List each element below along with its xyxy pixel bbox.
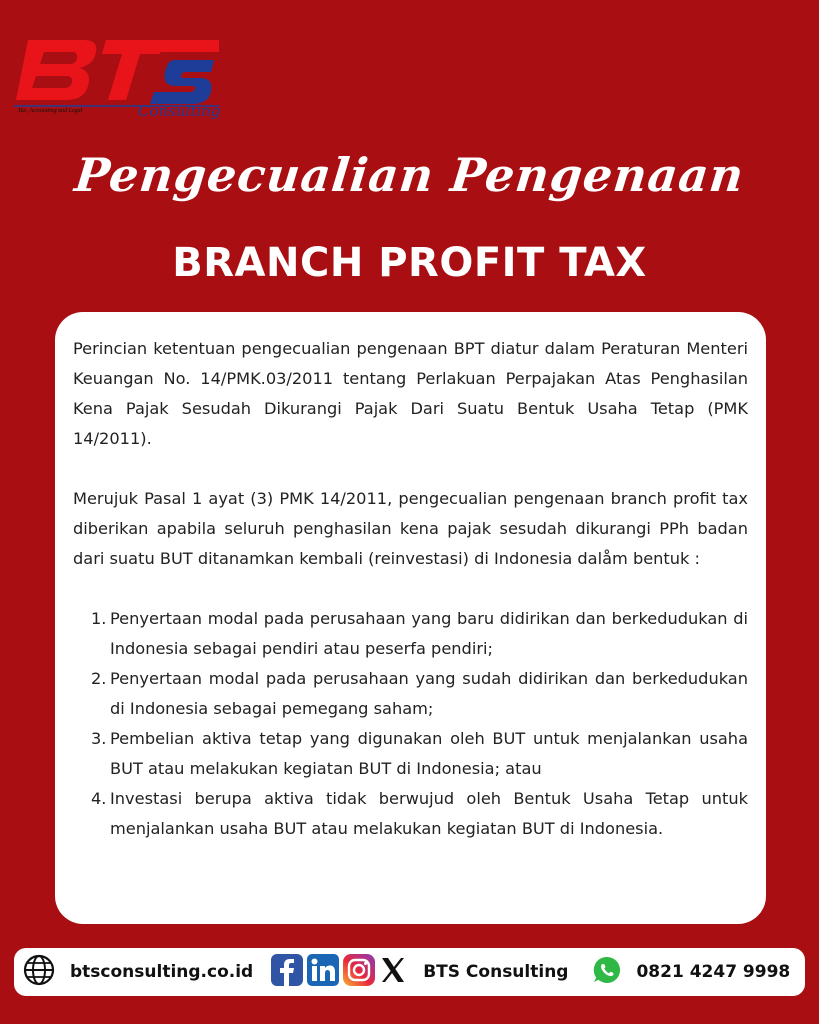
- reinvestment-list: [73, 604, 748, 844]
- list-item: [91, 664, 748, 724]
- list-item-number: 4.: [91, 789, 107, 808]
- list-item-text: Penyertaan modal pada perusahaan yang sudah didirikan dan berkedudukan di Indonesia sebagai pemegang saham;: [110, 669, 748, 718]
- whatsapp-icon[interactable]: [592, 955, 622, 990]
- linkedin-icon[interactable]: [307, 954, 339, 991]
- phone-number[interactable]: 0821 4247 9998: [636, 962, 791, 982]
- intro-paragraph: Perincian ketentuan pengecualian pengenaan BPT diatur dalam Peraturan Menteri Keuangan No. 14/PMK.03/2011 tentang Perlakuan Perpajakan Atas Penghasilan Kena Pajak Sesudah Dikurangi Pajak Dari Suatu Bentuk Usaha Tetap (PMK 14/2011).: [73, 339, 748, 448]
- list-item-number: 1.: [91, 609, 107, 628]
- website-link[interactable]: btsconsulting.co.id: [70, 962, 254, 982]
- globe-icon: [22, 953, 56, 992]
- list-item-number: 2.: [91, 669, 107, 688]
- logo-tagline: Tax, Accounting and Legal: [18, 108, 83, 114]
- facebook-icon[interactable]: [271, 954, 303, 991]
- list-item-text: Pembelian aktiva tetap yang digunakan oleh BUT untuk menjalankan usaha BUT atau melakukan kegiatan BUT di Indonesia; atau: [110, 729, 748, 778]
- content-card: [55, 312, 766, 924]
- main-title: BRANCH PROFIT TAX: [172, 240, 647, 286]
- social-name: BTS Consulting: [423, 962, 569, 982]
- list-item-number: 3.: [91, 729, 107, 748]
- reference-paragraph: Merujuk Pasal 1 ayat (3) PMK 14/2011, pengecualian pengenaan branch profit tax diberikan apabila seluruh penghasilan kena pajak sesudah dikurangi PPh badan dari suatu BUT ditanamkan kembali (reinvestasi) di Indonesia dalåm bentuk :: [73, 489, 748, 568]
- script-title: Pengecualian Pengenaan: [72, 148, 747, 202]
- list-item: [91, 784, 748, 844]
- instagram-icon[interactable]: [343, 954, 375, 991]
- logo-subtitle: Consulting: [138, 102, 221, 120]
- list-item: [91, 724, 748, 784]
- list-item-text: Penyertaan modal pada perusahaan yang baru didirikan dan berkedudukan di Indonesia sebagai pendiri atau peserfa pendiri;: [110, 609, 748, 658]
- footer-bar: [14, 948, 805, 996]
- x-icon[interactable]: [381, 957, 405, 988]
- list-item: [91, 604, 748, 664]
- list-item-text: Investasi berupa aktiva tidak berwujud oleh Bentuk Usaha Tetap untuk menjalankan usaha BUT atau melakukan kegiatan BUT di Indonesia.: [110, 789, 748, 838]
